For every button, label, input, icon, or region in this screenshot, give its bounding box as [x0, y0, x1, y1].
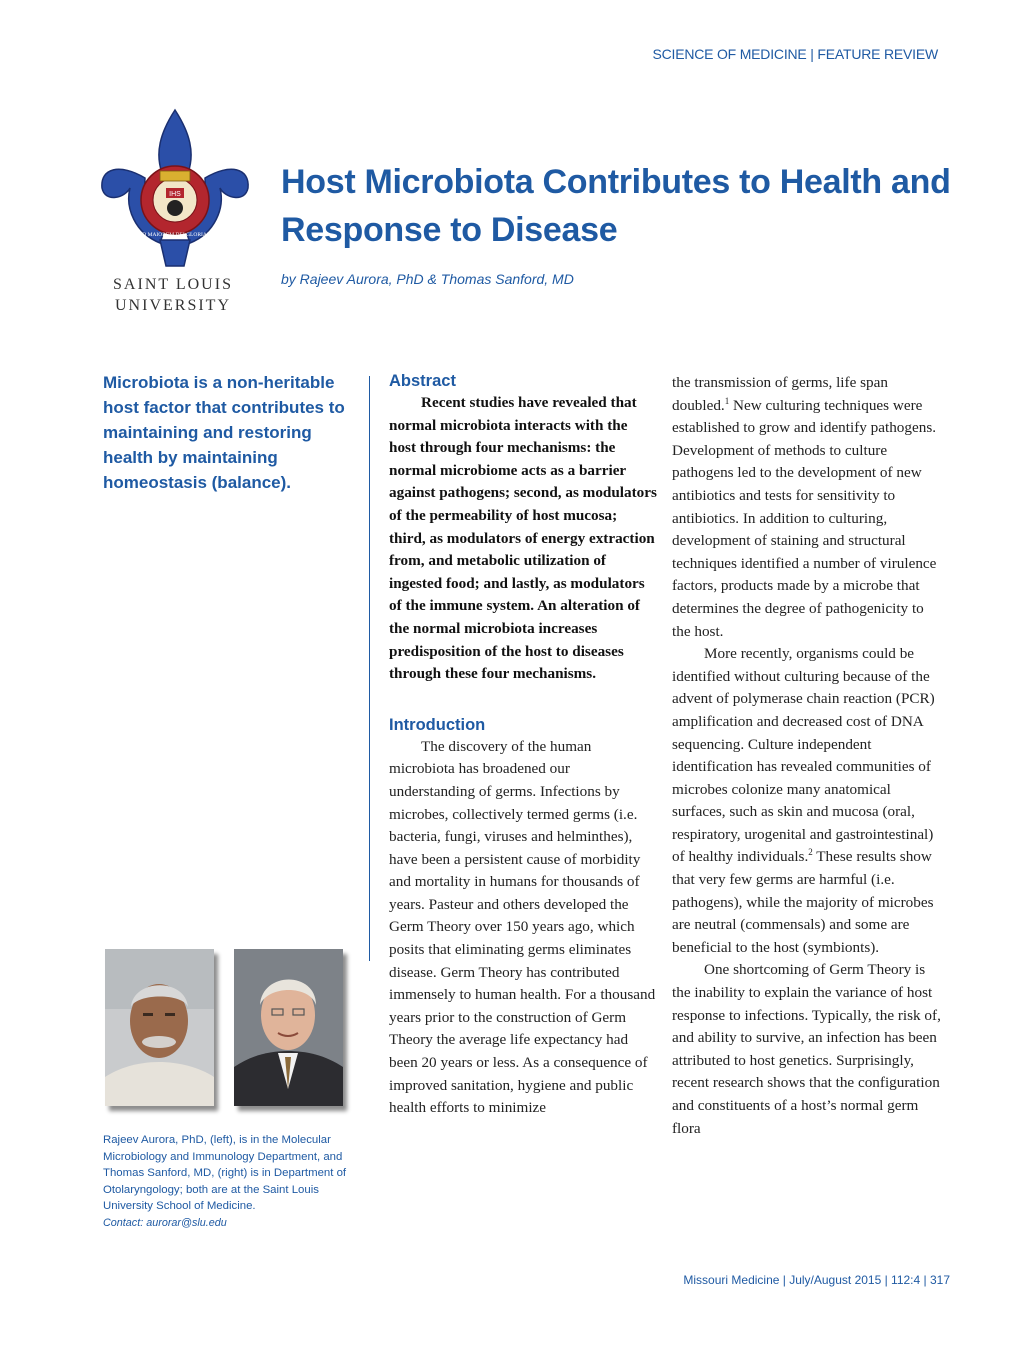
reference-1: 1 [724, 395, 730, 406]
paragraph-text: More recently, organisms could be identified without culturing because of the advent of polymerase chain reaction (PCR) amplification and decreased cost of DNA sequencing. Culture independent identification has revealed communities of microbes colonize many anatomical surfaces, such as skin and mucosa (oral, respiratory, urogenital and gastrointestinal) of healthy individuals. [672, 645, 935, 866]
column-right [672, 372, 942, 1140]
seal-motto: AD MAIOREM DEI GLORIAM [138, 232, 212, 238]
contact-email: Contact: aurorar@slu.edu [103, 1216, 227, 1229]
introduction-paragraph-2 [672, 643, 942, 959]
introduction-heading: Introduction [389, 715, 486, 734]
university-name [98, 274, 248, 316]
reference-2: 2 [808, 847, 813, 858]
running-header: SCIENCE OF MEDICINE | FEATURE REVIEW [652, 46, 938, 62]
article-byline: by Rajeev Aurora, PhD & Thomas Sanford, MD [281, 271, 574, 287]
column-middle [389, 370, 657, 1120]
introduction-paragraph-1: The discovery of the human microbiota has broadened our understanding of germs. Infections by microbes, collectively termed germs (i.e. bacteria, fungi, viruses and helminthes), have been a persistent cause of morbidity and mortality in humans for thousands of years. Pasteur and others developed the Germ Theory over 150 years ago, which posits that eliminating germs eliminates disease. Germ Theory has contributed immensely to human health. For a thousand years prior to the construction of Germ Theory the average life expectancy had been 20 years or less. As a consequence of improved sanitation, hygiene and public health efforts to minimize [389, 737, 656, 1117]
abstract-text: Recent studies have revealed that normal microbiota interacts with the host through four mechanisms: the normal microbiome acts as a barrier against pathogens; second, as modulators of the permeability of host mucosa; third, as modulators of energy extraction from, and metabolic utilization of ingested food; and lastly, as modulators of the immune system. An alteration of the normal microbiota increases predisposition of the host to diseases through these four mechanisms. [389, 394, 657, 683]
page-footer: Missouri Medicine | July/August 2015 | 112:4 | 317 [683, 1273, 950, 1287]
introduction-paragraph-1-continued [672, 372, 942, 643]
paragraph-text: New culturing techniques were established to grow and identify pathogens. Development of methods to culture pathogens led to the development of new antibiotics and tests for sensitivity to antibiotics. In addition to culturing, development of staining and structural techniques identified a number of virulence factors, products made by a microbe that determines the degree of pathogenicity to the host. [672, 396, 937, 640]
pull-quote: Microbiota is a non-heritable host factor that contributes to maintaining and restoring health by maintaining homeostasis (balance). [103, 373, 345, 492]
photo-thomas-sanford [234, 949, 343, 1106]
paragraph-text: the transmission of germs, life span doubled. [672, 374, 888, 414]
photo-caption [103, 1132, 367, 1232]
article-title: Host Microbiota Contributes to Health and Response to Disease [281, 163, 951, 249]
paragraph-text: These results show that very few germs are harmful (i.e. pathogens), while the majority of microbes are neutral (commensals) and some are beneficial to the host (symbionts). [672, 848, 934, 956]
university-name-line2: UNIVERSITY [115, 297, 231, 314]
saint-louis-university-logo [100, 108, 250, 268]
photo-caption-text: Rajeev Aurora, PhD, (left), is in the Molecular Microbiology and Immunology Department, and Thomas Sanford, MD, (right) is in Department of Otolaryngology; both are at the Saint Louis University School of Medicine. [103, 1134, 347, 1213]
university-name-line1: SAINT LOUIS [113, 276, 233, 293]
photo-rajeev-aurora [105, 949, 214, 1106]
column-divider [369, 376, 370, 961]
introduction-paragraph-3: One shortcoming of Germ Theory is the inability to explain the variance of host response to infections. Typically, the risk of, and ability to survive, an infection has been attributed to host genetics. Surprisingly, recent research shows that the configuration and constituents of a host’s normal germ flora [672, 961, 941, 1137]
abstract-heading: Abstract [389, 372, 456, 390]
seal-monogram: IHS [169, 191, 181, 198]
